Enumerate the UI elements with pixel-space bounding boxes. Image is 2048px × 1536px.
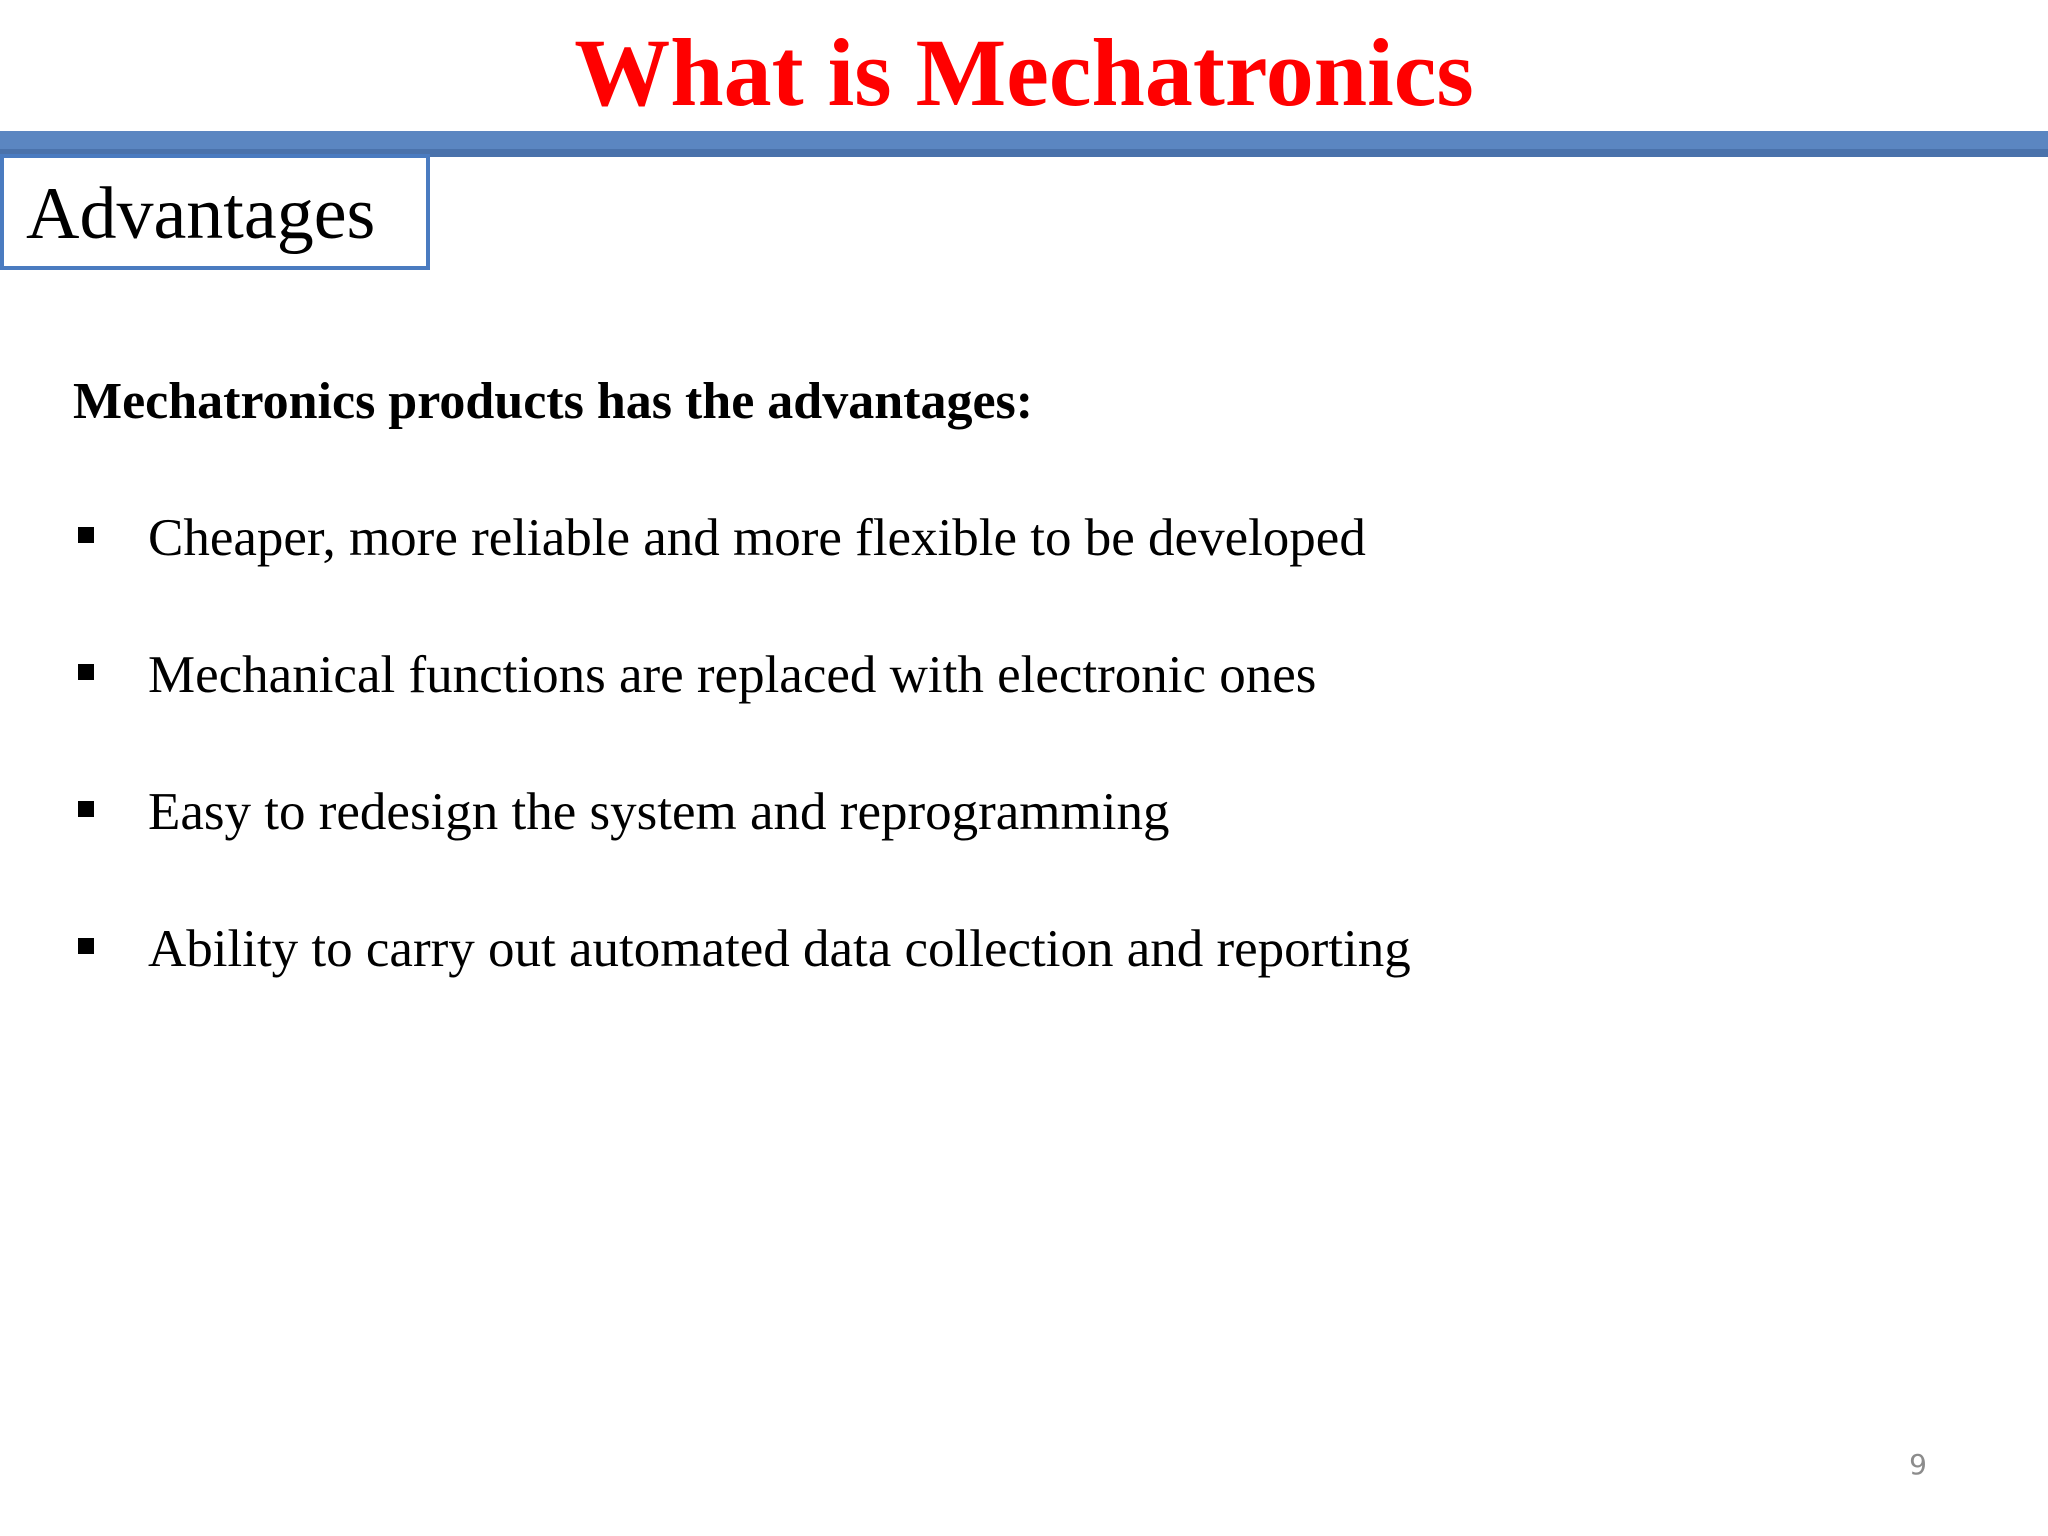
advantages-list <box>0 500 1600 1048</box>
intro-text: Mechatronics products has the advantages: <box>73 373 1034 430</box>
section-label: Advantages <box>26 173 376 255</box>
square-bullet-icon <box>78 527 94 543</box>
slide-title: What is Mechatronics <box>574 19 1474 126</box>
list-item <box>0 637 1600 774</box>
square-bullet-icon <box>78 664 94 680</box>
bullet-text: Easy to redesign the system and reprogramming <box>148 783 1170 841</box>
section-label-box <box>0 154 430 270</box>
bullet-text: Mechanical functions are replaced with electronic ones <box>148 646 1317 704</box>
square-bullet-icon <box>78 938 94 954</box>
square-bullet-icon <box>78 801 94 817</box>
list-item <box>0 500 1600 637</box>
list-item <box>0 911 1600 1048</box>
list-item <box>0 774 1600 911</box>
page-number: 9 <box>1909 1448 1927 1481</box>
bullet-text: Cheaper, more reliable and more flexible to be developed <box>148 509 1366 567</box>
bullet-text: Ability to carry out automated data collection and reporting <box>148 920 1411 978</box>
